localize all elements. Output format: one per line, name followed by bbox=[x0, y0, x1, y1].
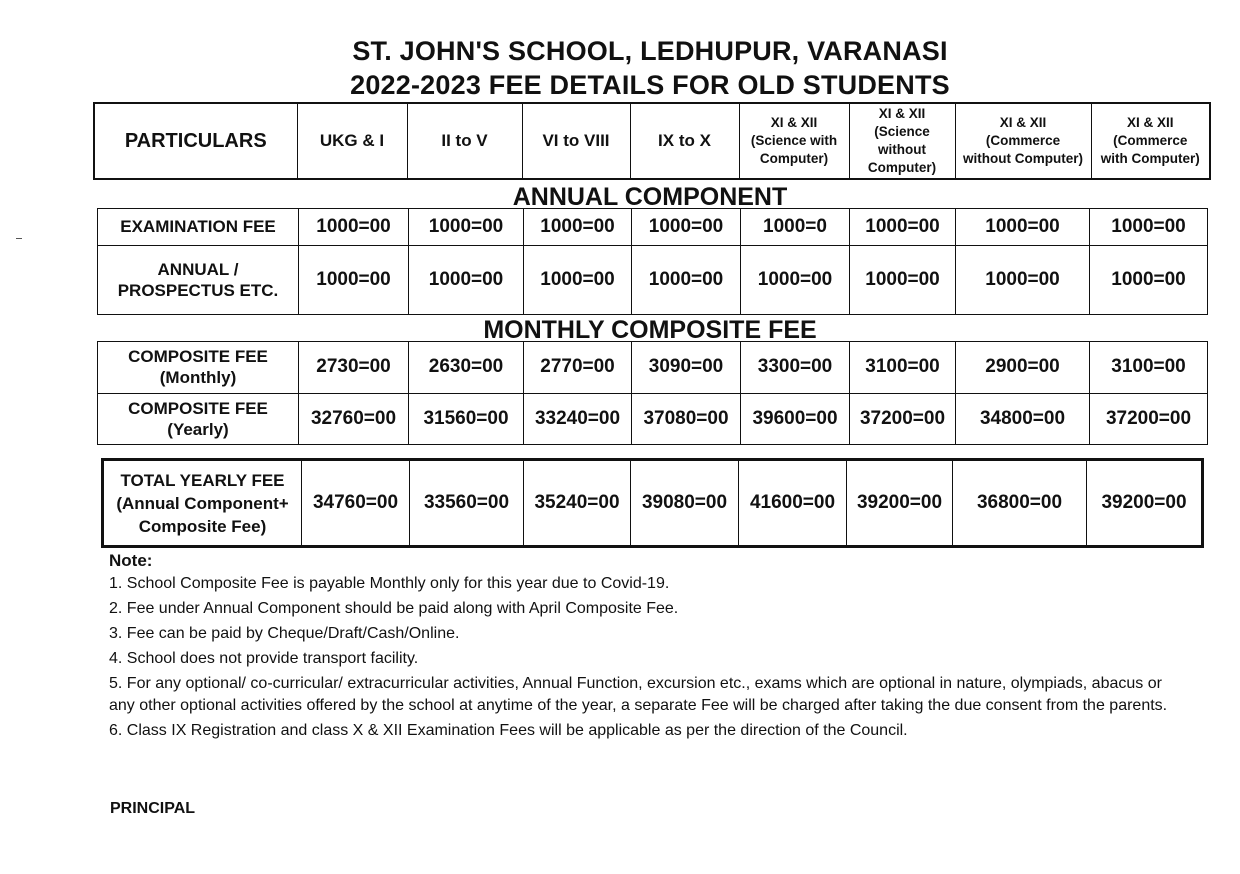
fee-cell: 31560=00 bbox=[409, 393, 524, 445]
scan-mark bbox=[16, 238, 22, 239]
notes-heading: Note: bbox=[109, 551, 153, 570]
fee-cell: 34760=00 bbox=[302, 460, 410, 547]
fee-cell: 33560=00 bbox=[410, 460, 524, 547]
school-title: ST. JOHN'S SCHOOL, LEDHUPUR, VARANASI bbox=[352, 36, 948, 66]
fee-cell: 1000=00 bbox=[409, 209, 524, 246]
total-yearly-table bbox=[101, 458, 1204, 548]
note-item: 2. Fee under Annual Component should be paid along with April Composite Fee. bbox=[109, 600, 679, 617]
header-col-8: XI & XII (Commerce with Computer) bbox=[1091, 103, 1210, 179]
fee-cell: 1000=00 bbox=[1090, 245, 1208, 314]
header-particulars: PARTICULARS bbox=[94, 103, 297, 179]
fee-cell: 1000=00 bbox=[632, 245, 741, 314]
fee-cell: 34800=00 bbox=[956, 393, 1090, 445]
fee-cell: 37200=00 bbox=[1090, 393, 1208, 445]
fee-cell: 1000=0 bbox=[741, 209, 850, 246]
table-row-total bbox=[103, 460, 1203, 547]
header-col-2: II to V bbox=[407, 103, 522, 179]
fee-cell: 2630=00 bbox=[409, 342, 524, 394]
fee-cell: 3100=00 bbox=[850, 342, 956, 394]
note-item: 5. For any optional/ co-curricular/ extracurricular activities, Annual Function, excursion etc., exams which are optional in nature, olympiads, abacus or any other optional activities offered by the school at anytime of the year, a separate Fee will be charged after taking the due consent from the parents. bbox=[109, 675, 1168, 714]
fee-cell: 2770=00 bbox=[524, 342, 632, 394]
fee-cell: 1000=00 bbox=[956, 209, 1090, 246]
table-row-composite-yearly bbox=[98, 393, 1208, 445]
note-item: 4. School does not provide transport facility. bbox=[109, 650, 419, 667]
fee-cell: 3100=00 bbox=[1090, 342, 1208, 394]
fee-cell: 33240=00 bbox=[524, 393, 632, 445]
header-col-1: UKG & I bbox=[297, 103, 407, 179]
fee-cell: 1000=00 bbox=[299, 245, 409, 314]
header-col-5: XI & XII (Science with Computer) bbox=[739, 103, 849, 179]
row-label: TOTAL YEARLY FEE (Annual Component+ Composite Fee) bbox=[103, 460, 302, 547]
table-row-composite-monthly bbox=[98, 342, 1208, 394]
header-col-4: IX to X bbox=[630, 103, 739, 179]
row-label: COMPOSITE FEE (Yearly) bbox=[98, 393, 299, 445]
table-row-exam bbox=[98, 209, 1208, 246]
fee-cell: 37080=00 bbox=[632, 393, 741, 445]
note-item: 1. School Composite Fee is payable Monthly only for this year due to Covid-19. bbox=[109, 575, 670, 592]
fee-cell: 36800=00 bbox=[953, 460, 1087, 547]
fee-cell: 1000=00 bbox=[632, 209, 741, 246]
fee-cell: 39200=00 bbox=[847, 460, 953, 547]
fee-cell: 39600=00 bbox=[741, 393, 850, 445]
header-col-7: XI & XII (Commerce without Computer) bbox=[955, 103, 1091, 179]
notes-section bbox=[109, 551, 1189, 745]
annual-component-table bbox=[97, 208, 1208, 315]
fee-cell: 1000=00 bbox=[409, 245, 524, 314]
fee-cell: 1000=00 bbox=[524, 209, 632, 246]
principal-signature-label: PRINCIPAL bbox=[110, 800, 196, 817]
annual-component-heading: ANNUAL COMPONENT bbox=[512, 183, 788, 211]
fee-cell: 1000=00 bbox=[850, 245, 956, 314]
fee-cell: 1000=00 bbox=[524, 245, 632, 314]
header-col-6: XI & XII (Science without Computer) bbox=[849, 103, 955, 179]
monthly-composite-table bbox=[97, 341, 1208, 445]
row-label: COMPOSITE FEE (Monthly) bbox=[98, 342, 299, 394]
row-label: ANNUAL / PROSPECTUS ETC. bbox=[98, 245, 299, 314]
fee-details-title: 2022-2023 FEE DETAILS FOR OLD STUDENTS bbox=[350, 70, 950, 100]
fee-cell: 37200=00 bbox=[850, 393, 956, 445]
fee-cell: 1000=00 bbox=[1090, 209, 1208, 246]
fee-cell: 3090=00 bbox=[632, 342, 741, 394]
note-item: 3. Fee can be paid by Cheque/Draft/Cash/Online. bbox=[109, 625, 460, 642]
fee-cell: 39080=00 bbox=[631, 460, 739, 547]
monthly-composite-heading: MONTHLY COMPOSITE FEE bbox=[483, 316, 817, 344]
fee-cell: 2730=00 bbox=[299, 342, 409, 394]
fee-cell: 1000=00 bbox=[850, 209, 956, 246]
row-label: EXAMINATION FEE bbox=[98, 209, 299, 246]
fee-cell: 2900=00 bbox=[956, 342, 1090, 394]
fee-cell: 32760=00 bbox=[299, 393, 409, 445]
fee-cell: 1000=00 bbox=[299, 209, 409, 246]
fee-cell: 35240=00 bbox=[524, 460, 631, 547]
fee-cell: 1000=00 bbox=[956, 245, 1090, 314]
fee-cell: 39200=00 bbox=[1087, 460, 1203, 547]
header-col-3: VI to VIII bbox=[522, 103, 630, 179]
header-table bbox=[93, 102, 1211, 180]
note-item: 6. Class IX Registration and class X & XII Examination Fees will be applicable as per the direction of the Council. bbox=[109, 722, 908, 739]
fee-cell: 1000=00 bbox=[741, 245, 850, 314]
fee-cell: 41600=00 bbox=[739, 460, 847, 547]
table-row-annual bbox=[98, 245, 1208, 314]
fee-cell: 3300=00 bbox=[741, 342, 850, 394]
